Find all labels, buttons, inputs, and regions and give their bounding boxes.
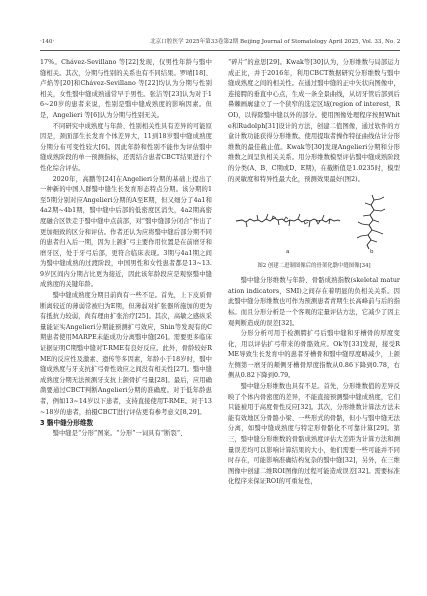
figure-caption: 图2 创建二进制图像后的骨架化翳中缝图像[34]	[257, 263, 371, 270]
figure-label-b: b	[370, 249, 374, 256]
right-column	[228, 58, 400, 488]
page-number: ·140·	[40, 39, 55, 45]
journal-info: 北京口腔医学 2025年第33卷第2期 Beijing Journal of Stomatology April 2025, Vol. 33, No. 2	[150, 39, 401, 45]
paragraph: “碎片”的意思[29]。Kwak等[30]认为，分形维数与局部运力成正比，并于2016年，利用CBCT数据研究分形维数与翳中缝成熟度之间的相关性。在通过翳中缝的正中矢状向图像中，连接腭的垂直中心点，生成一条全景曲线，从切牙管后部到后鼻棘画廓建立了一个狭窄的选定区域(region of interest，ROI)，以得除翳中缝以外的部分。使用图像处理程序按照White和Rudolph[31]设计的方法，创建二值图像，通过软件的方盒计数功能获得分形维数。使用提取者操作特征曲线估计分形维数的最佳截止值。Kwak等[30]发现Angelieri分期和分形维数之间呈负相关关系。用分形维数模型评估翳中缝成熟阶段的分类(A、B、C期或D、E期)，在截断值是1.0235时，模型的灵敏度和特异性最大化，预测效果最好(图2)。	[228, 59, 400, 183]
section-heading: 3 翳中缝分形维数	[40, 419, 94, 428]
paragraph: 分形分析可用于检测腭扩弓后翳中缝和牙槽骨的厚度变化，用以评估扩弓带来的骨骼效应。Ok等[33]发现，接受RME导致生长发育中的患者牙槽骨和翳中缝厚度略减少，上颌左侧第一磨牙的颊侧牙槽骨厚度指数从0.86下降到0.78，右侧从0.82下降到0.79。	[228, 330, 400, 380]
paragraph: 17%。Chávez-Sevillano 等[22]发现，仅男性年龄与翳中缝相关。其次，分期与性别的关系也有不同结果。罗晴[18]、卢焰等[20]和Chávez-Sevillano 等[22]均认为分期与性别相关，女性翳中缝成熟通常早于男性。张洁等[23]认为对于16~20岁的患者来说，性别是翳中缝成熟度的影响因素。但是，Angelieri 等[6]认为分期与性别无关。	[40, 59, 212, 119]
paragraph: 翳中缝成熟度分期目前尚有一些不足。首先，上下皮质骨断离较近的薄弱常被归为E期，但薄弱对扩张器所施加的更为有抵抗力较弱，尚有理由扩张治疗[25]。其次，高敏之感纵采量能证实Angelieri分期能预测扩弓效应，Shin等发现有的C期患者使用MARPE未能成功分离翳中缝[26]。需要更多临床证据证明C期翳中缝对T-RME有良好反应。此外，骨龄较好RME的反应性及激素、遗传等多因素，年龄小于18岁时，翳中缝成熟度与牙支抗扩弓骨性效应之间没有相关性[27]。翳中缝成熟度分期无法预测牙支抗上颌骨扩弓量[28]。最后，应用确凿要通过CBCT判断Angelieri分期的准确度。对于低年龄患者，例如13~14岁以下患者，支持直接使用T-RME。对于13~18岁的患者，拍摄CBCT进行评估更有参考意义[8,29]。	[40, 292, 212, 416]
paragraph: 翳中缝分形维数也具有不足。首先，分形维数值的差异反映了个体内骨密度的差异，不能直接预测翳中缝成熟度，它们只能被用于高度骨性反应[32]。其次，分形维数计算法方法未能有效地区分骨骼小梁、一些形式的骨骼，但小与翳中缝无法分离，如翳中缝成熟度与特定形骨骼化不可靠计算[29]。第三，翳中缝分形维数的骨骼成熟度评估大差距为计算方法和测量误差均可以影响计算结果的大小，他们需要一些可能并不同时存在，可能影响准确结构复杂的翳中缝[32]，另外，在三维图像中创建二维ROI图像的过程可能造成误差[32]。需要标准化程序来保证ROI的可重复性，	[228, 383, 400, 486]
paragraph: 翳中缝分形维数与年龄、骨骼成熟指数(skeletal maturation indicators，SMI)之间存在着明显的负相关关系。因此翳中缝分形维数也可作为预测患者青期生长高峰前与后的指标。而且分形分析是一个客观的定量评估方法，它减少了因主观判断造成的误差[32]。	[228, 277, 400, 327]
skeletonized-suture-image	[232, 191, 396, 256]
header-rule	[40, 50, 400, 51]
paragraph: 翳中缝是“分形”图案。“分形”一词具有“断裂”、	[52, 430, 187, 438]
paragraph: 2020年，高鹏等[24]在Angelieri分期的基础上提出了一种新的中国人群翳中缝生长发育形态特点分期。该分期的1至5期分别对应Angelieri分期的A至E期，但又细分了4a1和4a2期~4b1期，翳中缝中后部的低密度区消失，4a2期高密度融合区铁走于翳中缝中点前部，对“翳中缝部分闭合”作出了更加细致的区分和评估。作者还认为应将翳中缝后部分期不同的患者归入后一期，因为上颌扩弓主要作用位置是在前磨牙和磨牙区，处于牙弓后部，更符合临床表现。3期与4a1期之间为翳中缝成熟的过渡阶段，中国男性和女性患者都是13~13.9岁区间内分期占比更为接近，因此该年龄段应是观察翳中缝成熟度的关键年龄。	[40, 175, 212, 289]
figure-2	[228, 187, 400, 261]
figure-label-a: a	[286, 249, 290, 256]
paragraph: 不同研究中成熟度与年龄、性别相关性具有差异的可能原因是，颈面部生长发育个体差异大，11到18岁翳中缝成熟度分期分布可变性较大[6]。因此年龄和性别不能作为评估翳中缝成熟阶段的单一预测指标，还需结合患者CBCT结果进行个性化综合评估。	[40, 122, 212, 172]
left-column	[40, 58, 212, 440]
running-header	[40, 36, 400, 48]
